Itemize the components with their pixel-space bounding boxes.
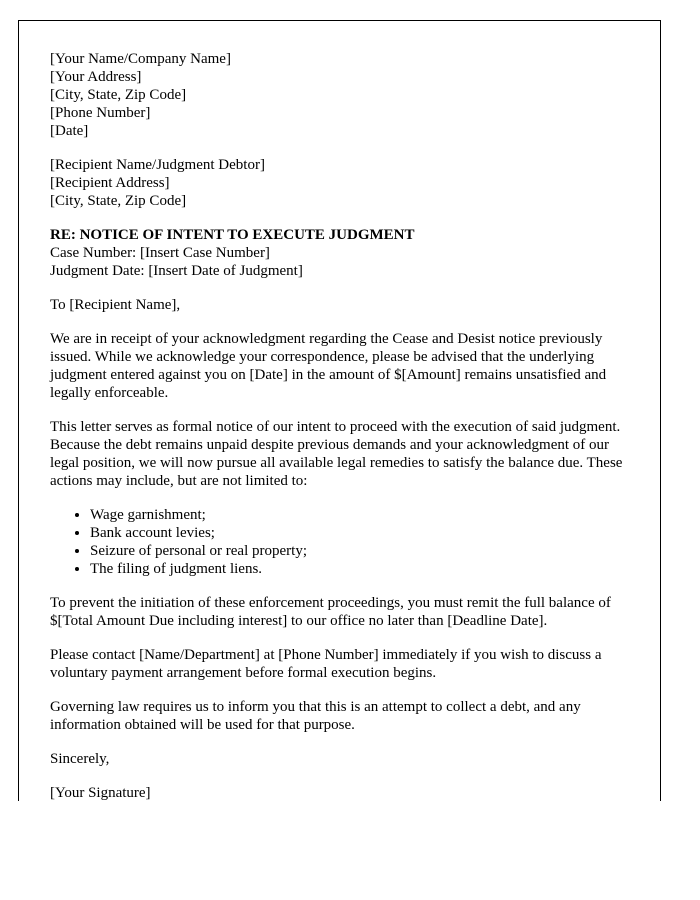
recipient-city-state-zip: [City, State, Zip Code] bbox=[50, 193, 187, 209]
list-item: • Seizure of personal or real property; bbox=[90, 542, 640, 560]
sign-off: Sincerely, bbox=[50, 751, 110, 767]
paragraph-intent: This letter serves as formal notice of our intent to proceed with the execution of said judgment. Because the debt remains unpaid despite previous demands and your acknowledgment of our legal position, we will now pursue all available legal remedies to satisfy the balance due. These actions may include, but are not limited to: bbox=[50, 419, 623, 489]
list-item: • Wage garnishment; bbox=[90, 506, 640, 524]
sender-name: [Your Name/Company Name] bbox=[50, 51, 231, 67]
case-number: Case Number: [Insert Case Number] bbox=[50, 245, 270, 261]
letter-date: [Date] bbox=[50, 123, 89, 139]
list-item: • The filing of judgment liens. bbox=[90, 560, 640, 578]
sender-city-state-zip: [City, State, Zip Code] bbox=[50, 87, 187, 103]
sender-phone: [Phone Number] bbox=[50, 105, 151, 121]
paragraph-debt-disclosure: Governing law requires us to inform you that this is an attempt to collect a debt, and any information obtained will be used for that purpose. bbox=[50, 699, 581, 733]
sender-address: [Your Address] bbox=[50, 69, 142, 85]
subject-block bbox=[50, 226, 640, 280]
enforcement-actions-list bbox=[50, 506, 640, 578]
salutation: To [Recipient Name], bbox=[50, 297, 181, 313]
recipient-block bbox=[50, 156, 640, 210]
list-item: • Bank account levies; bbox=[90, 524, 640, 542]
letter-page bbox=[18, 20, 661, 801]
paragraph-contact: Please contact [Name/Department] at [Phone Number] immediately if you wish to discuss a voluntary payment arrangement before formal execution begins. bbox=[50, 647, 602, 681]
paragraph-acknowledgment: We are in receipt of your acknowledgment regarding the Cease and Desist notice previously issued. While we acknowledge your correspondence, please be advised that the underlying judgment entered against you on [Date] in the amount of $[Amount] remains unsatisfied and legally enforceable. bbox=[50, 331, 607, 401]
signature-line: [Your Signature] bbox=[50, 785, 151, 801]
subject-title: RE: NOTICE OF INTENT TO EXECUTE JUDGMENT bbox=[50, 227, 415, 243]
letter-body bbox=[50, 50, 640, 801]
recipient-name: [Recipient Name/Judgment Debtor] bbox=[50, 157, 265, 173]
paragraph-payment-deadline: To prevent the initiation of these enforcement proceedings, you must remit the full balance of $[Total Amount Due including interest] to our office no later than [Deadline Date]. bbox=[50, 595, 611, 629]
judgment-date: Judgment Date: [Insert Date of Judgment] bbox=[50, 263, 303, 279]
recipient-address: [Recipient Address] bbox=[50, 175, 170, 191]
sender-block bbox=[50, 50, 640, 140]
